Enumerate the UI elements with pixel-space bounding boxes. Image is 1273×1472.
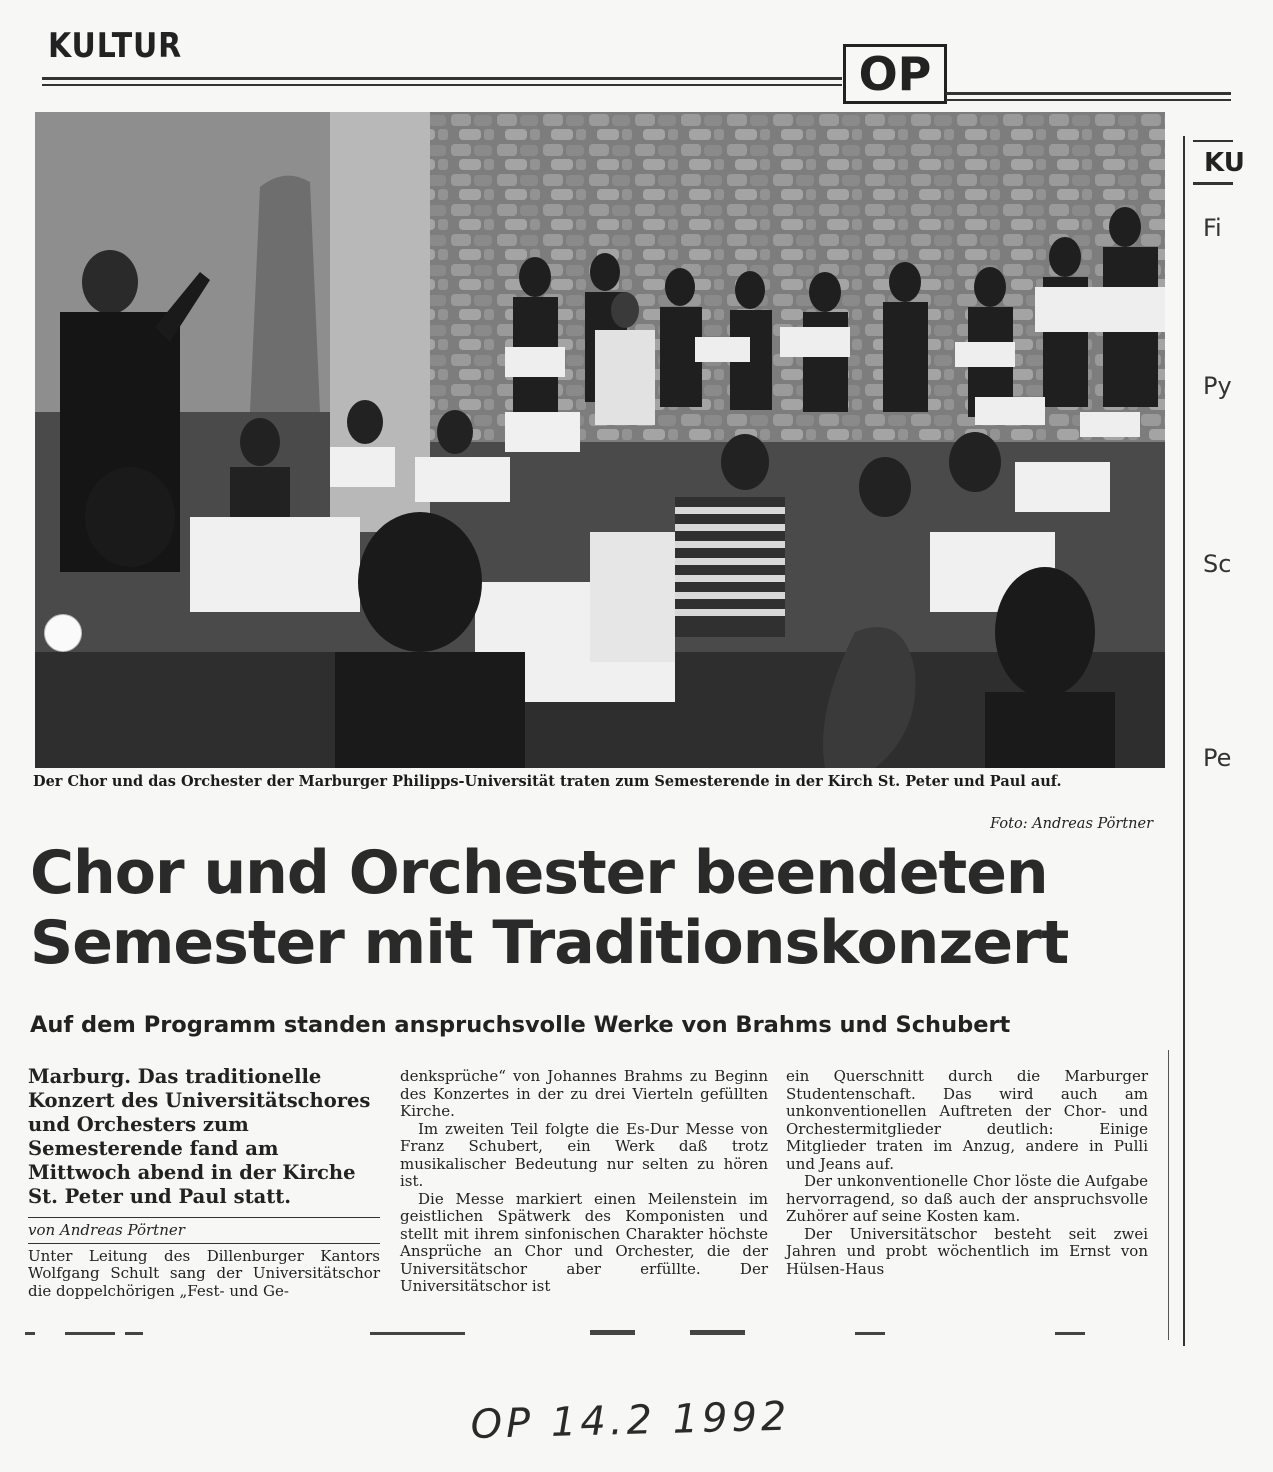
concert-photo	[35, 112, 1165, 768]
article-column-1	[28, 1065, 380, 1300]
article-lead: Marburg. Das traditionelle Konzert des Universitätschores und Orchesters zum Semesterende fand am Mittwoch abend in der Kirche St. Peter und Paul statt.	[28, 1065, 371, 1208]
article-paragraph: Die Messe markiert einen Meilenstein im geistlichen Spätwerk des Komponisten und stellt mit ihrem sinfonischen Charakter höchste Ansprüche an Chor und Orchester, die der Universitätschor aber erfüllte. Der Universitätschor ist	[400, 1189, 768, 1295]
section-label: KULTUR	[48, 26, 183, 66]
article-byline: von Andreas Pörtner	[28, 1221, 185, 1239]
article-paragraph: denksprüche“ von Johannes Brahms zu Beginn des Konzertes in der zu drei Vierteln gefüllten Kirche.	[400, 1067, 768, 1120]
byline-rule-2	[28, 1243, 380, 1244]
newspaper-logo: OP	[843, 44, 947, 104]
masthead-rule-left-2	[42, 84, 842, 86]
headline-line-2: Semester mit Traditionskonzert	[30, 908, 1069, 978]
right-column-fragment: Sc	[1203, 550, 1232, 578]
right-column-fragment: Py	[1203, 372, 1232, 400]
cut-off-text-fragments	[25, 1326, 1105, 1346]
headline-line-1: Chor und Orchester beendeten	[30, 838, 1048, 908]
article-paragraph: Der Universitätschor besteht seit zwei Jahren und probt wöchentlich im Ernst von Hülsen-Haus	[786, 1224, 1148, 1278]
column-separator	[1168, 1050, 1169, 1340]
byline-rule	[28, 1217, 380, 1218]
article-column-3	[786, 1068, 1148, 1278]
right-column-rule	[1183, 136, 1185, 1346]
right-column-fragment: Fi	[1203, 214, 1222, 242]
article-paragraph: Unter Leitung des Dillenburger Kantors Wolfgang Schult sang der Universitätschor die doppelchörigen „Fest- und Ge-	[28, 1246, 380, 1300]
article-paragraph: Im zweiten Teil folgte die Es-Dur Messe von Franz Schubert, ein Werk daß trotz musikalischer Bedeutung nur selten zu hören ist.	[400, 1119, 768, 1190]
subheadline: Auf dem Programm standen anspruchsvolle Werke von Brahms und Schubert	[30, 1012, 1011, 1038]
masthead-rule-left	[42, 77, 842, 80]
handwritten-date: OP 14.2 1992	[470, 1393, 792, 1448]
article-paragraph: ein Querschnitt durch die Marburger Studentenschaft. Das wird auch am unkonventionellen Auftreten der Chor- und Orchestermitglieder deutlich: Einige Mitglieder traten im Anzug, andere in Pulli und Jeans auf.	[786, 1067, 1148, 1173]
headline	[30, 838, 1170, 978]
masthead-rule-right	[946, 92, 1231, 95]
photo-caption: Der Chor und das Orchester der Marburger Philipps-Universität traten zum Semesterende in der Kirch St. Peter und Paul auf.	[33, 773, 1062, 790]
masthead-rule-right-2	[946, 99, 1231, 101]
right-column-head-rule	[1193, 140, 1233, 142]
right-column-head-rule-2	[1193, 182, 1233, 185]
right-column-fragment: Pe	[1203, 744, 1232, 772]
article-column-2	[400, 1068, 768, 1296]
photo-credit: Foto: Andreas Pörtner	[990, 816, 1153, 832]
right-column-heading: KU	[1204, 148, 1245, 178]
article-paragraph: Der unkonventionelle Chor löste die Aufgabe hervorragend, so daß auch der anspruchsvolle Zuhörer auf seine Kosten kam.	[786, 1172, 1148, 1225]
punch-hole	[44, 614, 82, 652]
